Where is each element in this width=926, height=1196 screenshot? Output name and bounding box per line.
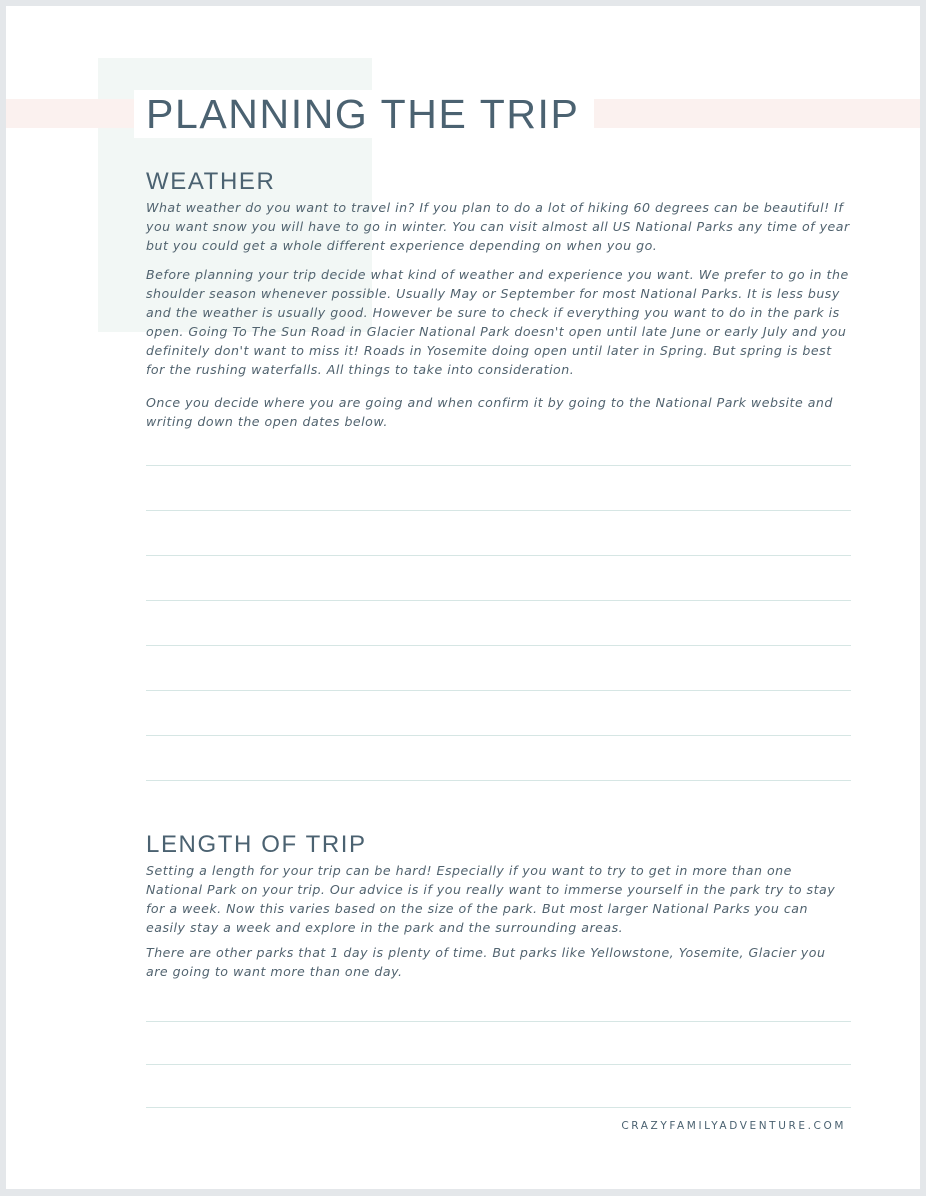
length-paragraph-1: Setting a length for your trip can be hard! Especially if you want to try to get in more than one National Park on your trip. Our advice is if you really want to immerse yourself in the park try to stay for a week. Now this varies based on the size of the park. But most larger National Parks you can easily stay a week and explore in the park and the surrounding areas. xyxy=(146,863,836,935)
length-of-trip-section xyxy=(146,830,851,1108)
content-column xyxy=(146,167,851,1108)
writing-line[interactable] xyxy=(146,555,851,556)
length-of-trip-heading: LENGTH OF TRIP xyxy=(146,831,367,858)
writing-line[interactable] xyxy=(146,1064,851,1065)
writing-line[interactable] xyxy=(146,645,851,646)
weather-writing-lines xyxy=(146,465,851,781)
footer-website: CRAZYFAMILYADVENTURE.COM xyxy=(621,1120,846,1132)
weather-section xyxy=(146,167,851,781)
length-paragraph-2: There are other parks that 1 day is plenty of time. But parks like Yellowstone, Yosemite, Glacier you are going to want more than one day. xyxy=(146,945,826,979)
writing-line[interactable] xyxy=(146,510,851,511)
writing-line[interactable] xyxy=(146,690,851,691)
writing-line[interactable] xyxy=(146,600,851,601)
writing-line[interactable] xyxy=(146,465,851,466)
writing-line[interactable] xyxy=(146,735,851,736)
weather-paragraph-2: Before planning your trip decide what kind of weather and experience you want. We prefer to go in the shoulder season whenever possible. Usually May or September for most National Parks. It is less busy and the weather is usually good. However be sure to check if everything you want to do in the park is open. Going To The Sun Road in Glacier National Park doesn't open until late June or early July and you definitely don't want to miss it! Roads in Yosemite doing open until later in Spring. But spring is best for the rushing waterfalls. All things to take into consideration. xyxy=(146,267,849,377)
weather-heading: WEATHER xyxy=(146,168,276,195)
writing-line[interactable] xyxy=(146,1107,851,1108)
length-writing-lines xyxy=(146,1021,851,1108)
worksheet-page xyxy=(6,6,920,1189)
writing-line[interactable] xyxy=(146,780,851,781)
weather-paragraph-3: Once you decide where you are going and when confirm it by going to the National Park website and writing down the open dates below. xyxy=(146,395,833,429)
weather-paragraph-1: What weather do you want to travel in? If you plan to do a lot of hiking 60 degrees can be beautiful! If you want snow you will have to go in winter. You can visit almost all US National Parks any time of year but you could get a whole different experience depending on when you go. xyxy=(146,200,850,253)
writing-line[interactable] xyxy=(146,1021,851,1022)
page-title: PLANNING THE TRIP xyxy=(134,90,594,138)
